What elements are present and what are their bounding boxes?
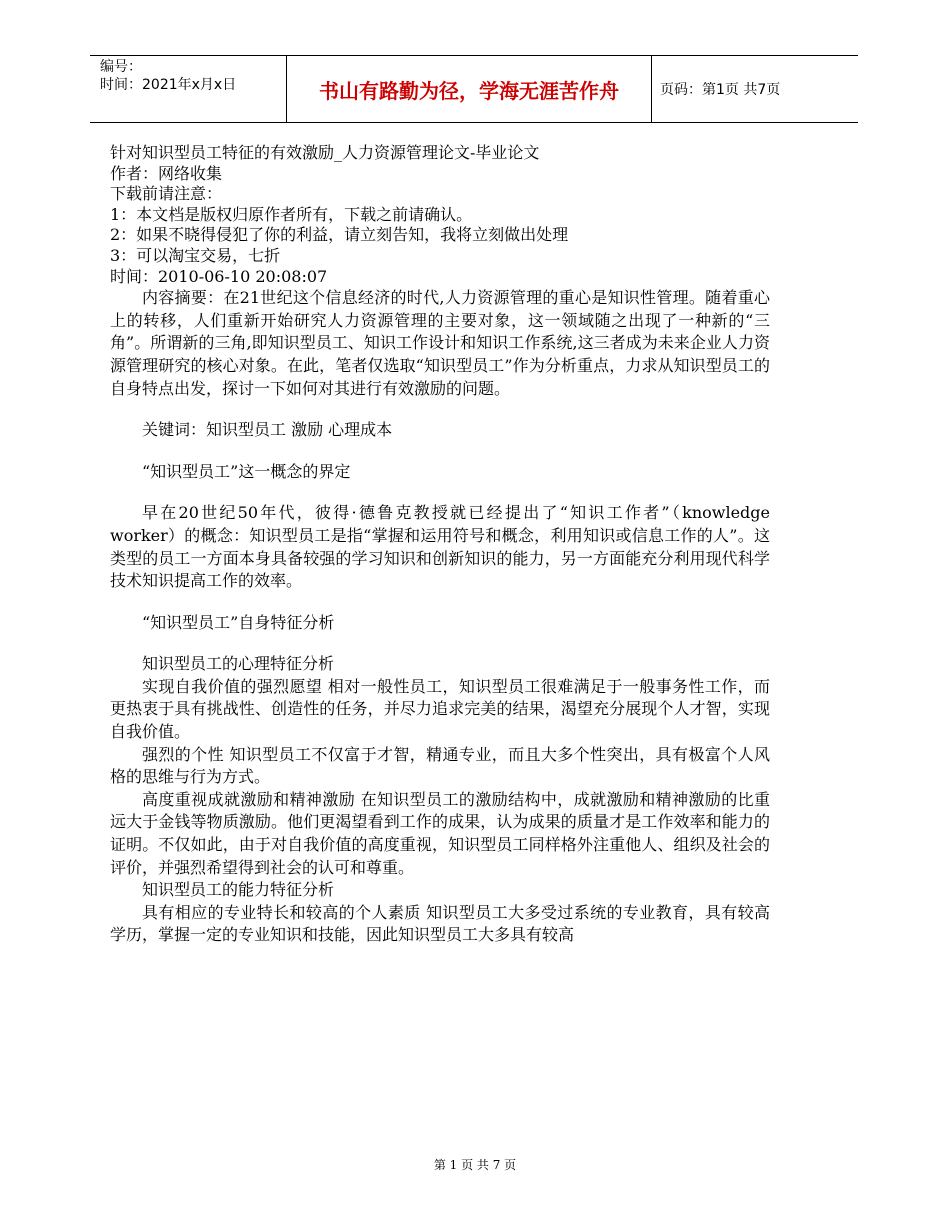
document-author: 作者：网络收集: [110, 163, 223, 183]
notice-heading: 下载前请注意：: [110, 184, 223, 204]
page-header: [90, 55, 858, 123]
keywords-line: 关键词：知识型员工 激励 心理成本: [142, 420, 393, 440]
section-heading: “知识型员工”这一概念的界定: [142, 461, 351, 481]
header-motto: 书山有路勤为径，学海无涯苦作舟: [286, 56, 652, 122]
body-paragraph: 具有相应的专业特长和较高的个人素质 知识型员工大多受过系统的专业教育，具有较高学历，掌握一定的专业知识和技能，因此知识型员工大多具有较高: [110, 902, 770, 945]
abstract-paragraph: 内容摘要：在21世纪这个信息经济的时代,人力资源管理的重心是知识性管理。随着重心上的转移，人们重新开始研究人力资源管理的主要对象，这一领域随之出现了一种新的“三角”。所谓新的三角,即知识型员工、知识工作设计和知识工作系统,这三者成为未来企业人力资源管理研究的核心对象。在此，笔者仅选取“知识型员工”作为分析重点，力求从知识型员工的自身特点出发，探讨一下如何对其进行有效激励的问题。: [110, 288, 770, 398]
subsection-heading: 知识型员工的能力特征分析: [142, 880, 335, 900]
notice-item: 1：本文档是版权归原作者所有，下载之前请确认。: [110, 204, 473, 224]
document-title: 针对知识型员工特征的有效激励_人力资源管理论文-毕业论文: [110, 143, 540, 162]
page-footer: 第 1 页 共 7 页: [433, 1158, 517, 1172]
time-label: 时间：2021年x月x日: [100, 77, 237, 93]
body-paragraph: 强烈的个性 知识型员工不仅富于才智，精通专业，而且大多个性突出，具有极富个人风格的思维与行为方式。: [110, 744, 770, 787]
document-time: 时间：2010-06-10 20:08:07: [110, 266, 328, 286]
serial-label: 编号：: [100, 59, 142, 75]
section-heading: “知识型员工”自身特征分析: [142, 612, 335, 632]
notice-item: 3：可以淘宝交易，七折: [110, 245, 281, 265]
subsection-heading: 知识型员工的心理特征分析: [142, 654, 335, 674]
body-paragraph: 实现自我价值的强烈愿望 相对一般性员工，知识型员工很难满足于一般事务性工作，而更热衷于具有挑战性、创造性的任务，并尽力追求完美的结果，渴望充分展现个人才智，实现自我价值。: [110, 676, 770, 742]
header-meta: [100, 56, 286, 122]
section-paragraph: 早在20世纪50年代，彼得·德鲁克教授就已经提出了“知识工作者”（knowledge worker）的概念：知识型员工是指“掌握和运用符号和概念，利用知识或信息工作的人”。这类型的员工一方面本身具备较强的学习知识和创新知识的能力，另一方面能充分利用现代科学技术知识提高工作的效率。: [110, 503, 770, 591]
document-body: [110, 143, 770, 947]
notice-item: 2：如果不晓得侵犯了你的利益，请立刻告知，我将立刻做出处理: [110, 225, 569, 245]
body-paragraph: 高度重视成就激励和精神激励 在知识型员工的激励结构中，成就激励和精神激励的比重远大于金钱等物质激励。他们更渴望看到工作的成果，认为成果的质量才是工作效率和能力的证明。不仅如此，由于对自我价值的高度重视，知识型员工同样格外注重他人、组织及社会的评价，并强烈希望得到社会的认可和尊重。: [110, 789, 770, 877]
header-page-info: 页码：第1页 共7页: [660, 82, 781, 98]
